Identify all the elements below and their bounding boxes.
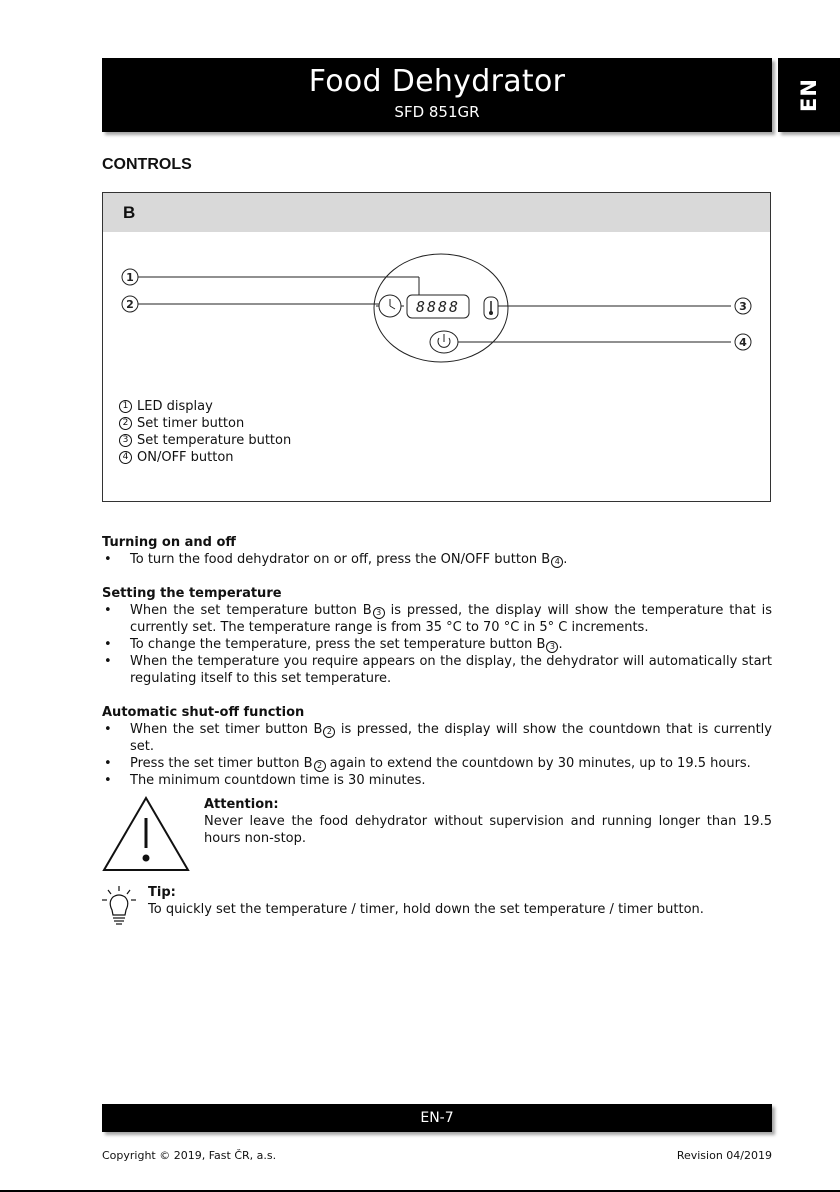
- attention-text: Never leave the food dehydrator without supervision and running longer than 19.5 hours non-stop.: [204, 814, 772, 846]
- legend-item: [119, 449, 291, 466]
- legend-number: 2: [119, 417, 132, 430]
- document-header: [102, 58, 772, 132]
- legend-text: ON/OFF button: [137, 450, 234, 465]
- tip-text: To quickly set the temperature / timer, hold down the set temperature / timer button.: [148, 902, 704, 917]
- section-shutoff: [102, 704, 772, 789]
- ref-number: 2: [323, 726, 335, 738]
- controls-figure: [102, 192, 771, 502]
- ref-number: 4: [551, 556, 563, 568]
- document-title: Food Dehydrator: [308, 64, 566, 99]
- power-button-icon: [430, 331, 458, 353]
- legend-text: Set timer button: [137, 416, 245, 431]
- model-number: SFD 851GR: [394, 103, 480, 121]
- svg-text:4: 4: [739, 336, 747, 349]
- ref-number: 3: [373, 607, 385, 619]
- bullet-item: • Press the set timer button B 2 again to extend the countdown by 30 minutes, up to 19.5 hours.: [102, 755, 772, 772]
- svg-text:1: 1: [126, 271, 134, 284]
- led-display-digits: 8888: [415, 298, 461, 316]
- svg-text:3: 3: [739, 300, 747, 313]
- bullet-item: • The minimum countdown time is 30 minutes.: [102, 772, 772, 789]
- callout-2: [122, 296, 138, 312]
- callout-4: [735, 334, 751, 350]
- revision-text: Revision 04/2019: [676, 1149, 772, 1162]
- legend-number: 1: [119, 400, 132, 413]
- figure-label: B: [103, 193, 770, 232]
- timer-button-icon: [376, 295, 404, 317]
- bullet-item: • When the temperature you require appears on the display, the dehydrator will automatically start regulating itself to this set temperature.: [102, 653, 772, 687]
- lightbulb-icon: [100, 884, 140, 928]
- section-heading: Turning on and off: [102, 535, 236, 550]
- section-heading: Setting the temperature: [102, 586, 282, 601]
- section-temperature: [102, 585, 772, 687]
- copyright-text: Copyright © 2019, Fast ČR, a.s.: [102, 1149, 277, 1162]
- section-heading: Automatic shut-off function: [102, 705, 305, 720]
- instructions-content: [102, 534, 772, 806]
- tip-notice: [100, 884, 772, 930]
- bullet-item: • To change the temperature, press the set temperature button B 3 .: [102, 636, 772, 653]
- legend-item: [119, 432, 291, 449]
- language-label: EN: [797, 78, 821, 112]
- page-number: EN-7: [420, 1110, 454, 1126]
- callout-3: [735, 298, 751, 314]
- bullet-item: • To turn the food dehydrator on or off, press the ON/OFF button B 4 .: [102, 551, 772, 568]
- section-on-off: [102, 534, 772, 568]
- section-title: CONTROLS: [102, 156, 192, 173]
- ref-number: 2: [314, 760, 326, 772]
- svg-text:2: 2: [126, 298, 134, 311]
- bullet-item: • When the set timer button B 2 is pressed, the display will show the countdown that is currently set.: [102, 721, 772, 755]
- legend-number: 4: [119, 451, 132, 464]
- legend-text: LED display: [137, 399, 213, 414]
- attention-label: Attention:: [204, 797, 279, 812]
- tip-label: Tip:: [148, 885, 176, 900]
- legend-item: [119, 398, 291, 415]
- ref-number: 3: [546, 641, 558, 653]
- attention-notice: [102, 796, 772, 872]
- legend-number: 3: [119, 434, 132, 447]
- controls-legend: [119, 398, 291, 466]
- warning-triangle-icon: [102, 796, 192, 872]
- bullet-item: • When the set temperature button B 3 is pressed, the display will show the temperature that is currently set. The temperature range is from 35 °C to 70 °C in 5° C increments.: [102, 602, 772, 636]
- legend-item: [119, 415, 291, 432]
- temperature-button-icon: [484, 297, 498, 319]
- callout-1: [122, 269, 138, 285]
- language-tab: [778, 58, 840, 132]
- legend-text: Set temperature button: [137, 433, 292, 448]
- page-number-bar: [102, 1104, 772, 1132]
